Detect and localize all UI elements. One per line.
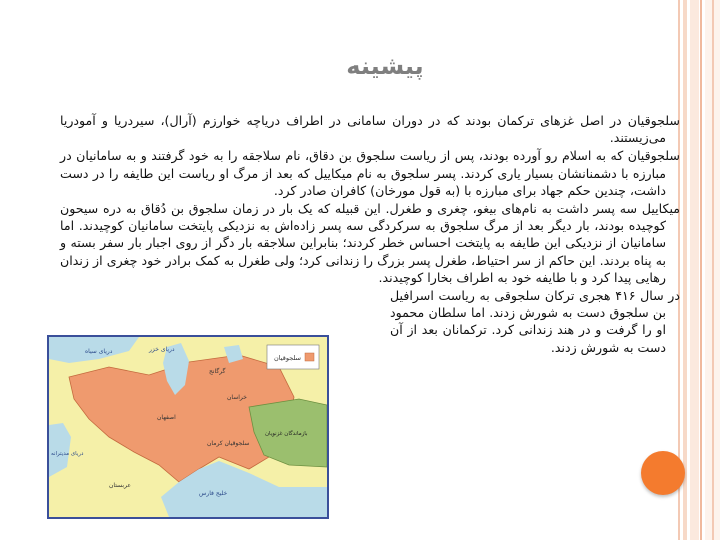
slide-body — [60, 112, 680, 357]
slide-title: پیشینه — [346, 52, 424, 80]
label-caspian: دریای خزر — [149, 346, 175, 353]
label-mediterranean: دریای مدیترانه — [51, 451, 84, 457]
label-kerman-seljuks: سلجوقیان کرمان — [207, 440, 250, 447]
legend-label: سلجوقیان — [274, 354, 301, 362]
label-isfahan: اصفهان — [157, 414, 176, 421]
decorative-stripe — [683, 0, 687, 540]
decorative-stripe — [700, 0, 702, 540]
paragraph-1: سلجوقیان در اصل غزهای ترکمان بودند که در دوران سامانی در اطراف دریاچه خوارزم (آرال)، سیردریا و آمودریا می‌زیستند. — [60, 113, 680, 146]
label-black-sea: دریای سیاه — [85, 348, 113, 355]
decorative-circle — [641, 451, 685, 495]
label-khorasan: خراسان — [227, 394, 247, 401]
label-gorganj: گرگانج — [209, 368, 226, 375]
paragraph-3: میکاییل سه پسر داشت به نام‌های بیغو، چغری و طغرل. این قبیله که یک بار در زمان سلجوق بن دُقاق به دره سیحون کوچیده بودند، بار دیگر بعد از مرگ سلجوق به سرکردگی سه پسر زاده‌اش به نزدیکی پایتخت سامانیان کوچیدند. اما سامانیان از نزدیکی این طایفه به پایتخت احساس خطر کردند؛ بنابراین سلاجقه بار دگر از روی اجبار بار سفر بسته و به پناه بردند. این حاکم از سر احتیاط، طغرل پسر بزرگ را زندانی کرد؛ ولی طغرل به کمک برادر خود چغری از زندان رهایی پیدا کرد و با طایفه خود به اطراف بخارا کوچیدند. — [60, 201, 680, 285]
historical-map-image — [47, 335, 329, 519]
map-svg — [49, 337, 327, 517]
decorative-stripe — [690, 0, 699, 540]
legend-swatch — [305, 353, 314, 361]
label-persian-gulf: خلیج فارس — [199, 490, 228, 497]
paragraph-2: سلجوقیان که به اسلام رو آورده بودند، پس از ریاست سلجوق بن دقاق، نام سلاجقه را به خود گرفتند و به سامانیان در مبارزه با دشمنانشان بسیار یاری کردند. پسر سلجوق به نام میکاییل که بعد از مرگ او ریاست این طایفه را در دست داشت، چندین حکم جهاد برای مبارزه با (به قول مورخان) کافران صادر کرد. — [60, 148, 680, 198]
label-ghaznavids: بازماندگان غزنویان — [265, 431, 308, 437]
label-arabia: عربستان — [109, 482, 131, 489]
paragraph-4: در سال ۴۱۶ هجری ترکان سلجوقی به ریاست اسرافیل بن سلجوق دست به شورش زدند. اما سلطان محمود او را گرفت و در هند زندانی کرد. ترکمانان بعد از آن دست به شورش زدند. — [390, 288, 680, 355]
decorative-stripe — [712, 0, 714, 540]
